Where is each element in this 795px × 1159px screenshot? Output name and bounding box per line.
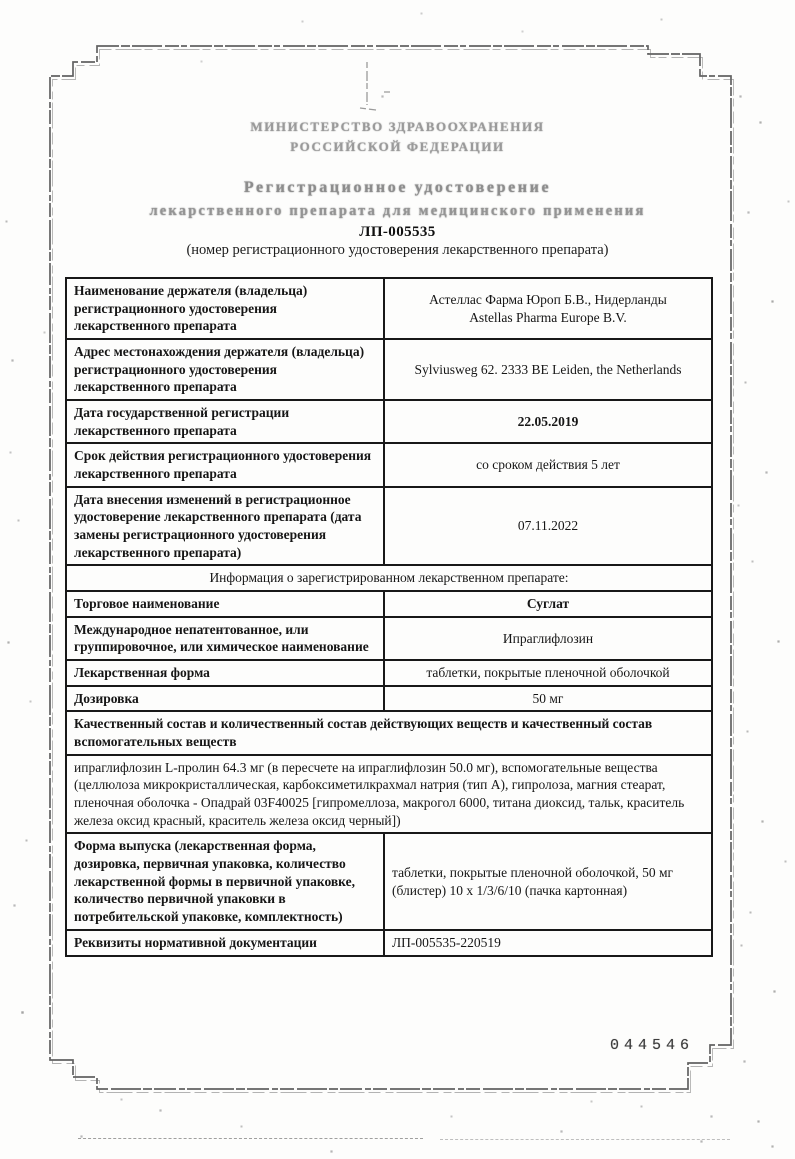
row-value: Ипраглифлозин xyxy=(384,617,712,660)
row-label: Дата внесения изменений в регистрационное удостоверение лекарственного препарата (дата замены регистрационного удостоверения лекарственного препарата) xyxy=(66,487,384,566)
row-label: Международное непатентованное, или группировочное, или химическое наименование xyxy=(66,617,384,660)
row-value: 50 мг xyxy=(384,686,712,712)
document-title-line1: Регистрационное удостоверение xyxy=(243,179,552,196)
row-holder-address xyxy=(66,339,712,400)
row-label: Реквизиты нормативной документации xyxy=(66,930,384,956)
row-label: Адрес местонахождения держателя (владельца) регистрационного удостоверения лекарственного препарата xyxy=(66,339,384,400)
row-holder-name xyxy=(66,278,712,339)
row-label: Дата государственной регистрации лекарственного препарата xyxy=(66,400,384,443)
row-label: Форма выпуска (лекарственная форма, дозировка, первичная упаковка, количество лекарственной формы в первичной упаковке, количество первичной упаковки в потребительской упаковке, комплектность) xyxy=(66,833,384,929)
document-title-line2: лекарственного препарата для медицинского применения xyxy=(149,203,646,219)
row-label: Лекарственная форма xyxy=(66,660,384,686)
row-value: 22.05.2019 xyxy=(384,400,712,443)
holder-name-ru: Астеллас Фарма Юроп Б.В., Нидерланды xyxy=(429,291,667,307)
scan-artifact-mark xyxy=(360,62,392,110)
row-label: Торговое наименование xyxy=(66,591,384,617)
row-value: Sylviusweg 62. 2333 BE Leiden, the Netherlands xyxy=(384,339,712,400)
row-normative-docs xyxy=(66,930,712,956)
row-registration-date xyxy=(66,400,712,443)
row-value: 07.11.2022 xyxy=(384,487,712,566)
holder-name-en: Astellas Pharma Europe B.V. xyxy=(469,309,627,325)
row-value: ЛП-005535-220519 xyxy=(384,930,712,956)
row-label: Наименование держателя (владельца) регистрационного удостоверения лекарственного препарата xyxy=(66,278,384,339)
section-header: Качественный состав и количественный состав действующих веществ и качественный состав вспомогательных веществ xyxy=(66,711,712,754)
row-label: Срок действия регистрационного удостоверения лекарственного препарата xyxy=(66,443,384,486)
ministry-name-line1: МИНИСТЕРСТВО ЗДРАВООХРАНЕНИЯ xyxy=(250,119,545,134)
row-label: Дозировка xyxy=(66,686,384,712)
row-trade-name xyxy=(66,591,712,617)
row-value: таблетки, покрытые пленочной оболочкой xyxy=(384,660,712,686)
scan-noise-line xyxy=(440,1139,730,1140)
row-release-form xyxy=(66,833,712,929)
registration-number-caption: (номер регистрационного удостоверения лекарственного препарата) xyxy=(186,242,609,258)
row-info-header xyxy=(66,565,712,591)
row-value: со сроком действия 5 лет xyxy=(384,443,712,486)
composition-text: ипраглифлозин L-пролин 64.3 мг (в пересчете на ипраглифлозин 50.0 мг), вспомогательные вещества (целлюлоза микрокристаллическая, карбоксиметилкрахмал натрия (тип А), гипролоза, магния стеарат, пленочная оболочка - Опадрай 03F40025 [гипромеллоза, макрогол 6000, титана диоксид, тальк, краситель железа оксид красный, краситель железа оксид черный]) xyxy=(66,755,712,834)
ministry-name-line2: РОССИЙСКОЙ ФЕДЕРАЦИИ xyxy=(290,139,505,154)
row-validity-period xyxy=(66,443,712,486)
certificate-table xyxy=(65,277,713,957)
registration-number: ЛП-005535 xyxy=(359,224,436,240)
row-value: таблетки, покрытые пленочной оболочкой, 50 мг (блистер) 10 х 1/3/6/10 (пачка картонная) xyxy=(384,833,712,929)
scan-noise-line xyxy=(78,1138,423,1139)
row-inn-name xyxy=(66,617,712,660)
form-serial-number: 044546 xyxy=(610,1037,695,1054)
section-header: Информация о зарегистрированном лекарственном препарате: xyxy=(66,565,712,591)
row-composition-text xyxy=(66,755,712,834)
row-value: Суглат xyxy=(384,591,712,617)
scan-noise xyxy=(0,0,1,1)
row-dosage-strength xyxy=(66,686,712,712)
row-composition-header xyxy=(66,711,712,754)
row-amendment-date xyxy=(66,487,712,566)
row-dosage-form xyxy=(66,660,712,686)
row-value xyxy=(384,278,712,339)
